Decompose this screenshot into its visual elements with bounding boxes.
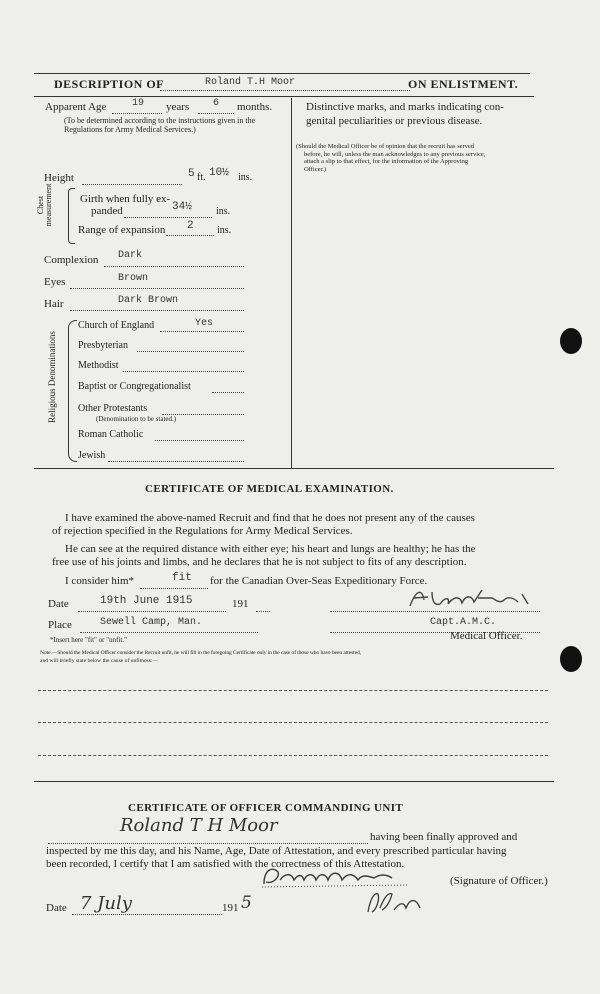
height-dotted-line bbox=[82, 184, 182, 185]
punch-hole bbox=[560, 328, 582, 354]
commanding-date-line bbox=[72, 914, 222, 915]
age-months-value: 6 bbox=[213, 98, 220, 109]
commanding-year-value: 5 bbox=[241, 893, 252, 913]
header-prefix: DESCRIPTION OF bbox=[54, 77, 165, 91]
commanding-officer-signature bbox=[258, 862, 418, 890]
header-top-rule bbox=[34, 73, 530, 74]
consider-suffix: for the Canadian Over-Seas Expeditionary Force. bbox=[210, 575, 428, 587]
ft-label: ft. bbox=[197, 172, 206, 183]
medical-officer-label: Medical Officer. bbox=[450, 630, 523, 642]
religion-dotted-line bbox=[123, 371, 244, 372]
marks-note-line4: Officer.) bbox=[304, 165, 327, 173]
commanding-initials bbox=[360, 888, 450, 916]
eyes-value: Brown bbox=[118, 273, 149, 284]
medical-para2-line1: He can see at the required distance with either eye; his heart and lungs are healthy; he has the bbox=[65, 543, 476, 555]
marks-note-line1: (Should the Medical Officer be of opinion that the recruit has served bbox=[296, 143, 475, 150]
section-rule bbox=[34, 781, 554, 782]
religion-dotted-line bbox=[212, 392, 244, 393]
age-label: Apparent Age bbox=[45, 101, 107, 113]
religion-other-protestants: Other Protestants bbox=[78, 403, 148, 414]
column-divider bbox=[291, 98, 292, 468]
medical-year-prefix: 191 bbox=[232, 598, 249, 610]
range-dotted-line bbox=[166, 235, 214, 236]
commanding-name-line bbox=[48, 843, 368, 844]
consider-value: fit bbox=[172, 572, 192, 584]
years-label: years bbox=[166, 101, 190, 113]
marks-note-line3: attach a slip to that effect, for the information of the Approving bbox=[304, 158, 469, 165]
age-years-line bbox=[112, 113, 162, 114]
months-label: months. bbox=[237, 101, 273, 113]
header-suffix: ON ENLISTMENT. bbox=[408, 77, 519, 91]
complexion-value: Dark bbox=[118, 250, 143, 261]
height-inches-value: 10½ bbox=[209, 167, 229, 179]
girth-value: 34½ bbox=[172, 201, 192, 213]
denomination-note: (Denomination to be stated.) bbox=[96, 415, 177, 423]
medical-para2-line2: free use of his joints and limbs, and he declares that he is not subject to fits of any description. bbox=[52, 556, 467, 568]
medical-date-label: Date bbox=[48, 598, 69, 610]
section-rule bbox=[34, 468, 554, 469]
footnote-note-line1: Note.—Should the Medical Officer consider the Recruit unfit, he will fill in the foregoing Certificate only in the case of those who have been attested, bbox=[40, 650, 361, 656]
complexion-dotted-line bbox=[104, 266, 244, 267]
footnote-fit-unfit: *Insert here "fit" or "unfit." bbox=[50, 636, 127, 644]
marks-label-line2: genital peculiarities or previous disease. bbox=[306, 115, 483, 127]
religion-dotted-line bbox=[108, 461, 244, 462]
medical-year-line bbox=[256, 611, 270, 612]
religion-presbyterian: Presbyterian bbox=[78, 340, 128, 351]
medical-date-value: 19th June 1915 bbox=[100, 595, 193, 607]
commanding-date-label: Date bbox=[46, 902, 67, 914]
ins-label: ins. bbox=[238, 172, 253, 183]
religion-jewish: Jewish bbox=[78, 450, 106, 461]
unfitness-line bbox=[38, 690, 548, 691]
eyes-dotted-line bbox=[70, 288, 244, 289]
medical-para1-line1: I have examined the above-named Recruit and find that he does not present any of the causes bbox=[65, 512, 475, 524]
religions-brace bbox=[68, 320, 77, 462]
girth-label-line2: panded bbox=[91, 205, 123, 217]
medical-title: CERTIFICATE OF MEDICAL EXAMINATION. bbox=[145, 483, 394, 495]
marks-note-line2: before, he will, unless the man acknowledges to any previous service, bbox=[304, 150, 486, 158]
medical-date-line bbox=[78, 611, 226, 612]
hair-dotted-line bbox=[70, 310, 244, 311]
religion-dotted-line bbox=[155, 440, 244, 441]
age-note: (To be determined according to the instructions given in the Regulations for Army Medical Services.) bbox=[64, 116, 256, 134]
complexion-label: Complexion bbox=[44, 254, 99, 266]
religion-baptist: Baptist or Congregationalist bbox=[78, 381, 191, 392]
religion-church-of-england: Church of England bbox=[78, 320, 155, 331]
range-value: 2 bbox=[187, 220, 194, 232]
eyes-label: Eyes bbox=[44, 276, 66, 288]
commanding-name-value: Roland T H Moor bbox=[120, 815, 278, 836]
medical-place-value: Sewell Camp, Man. bbox=[100, 617, 203, 628]
commanding-date-value: 7 July bbox=[80, 893, 132, 914]
name-dotted-line bbox=[160, 90, 410, 91]
religion-dotted-line bbox=[160, 331, 244, 332]
marks-label-line1: Distinctive marks, and marks indicating con- bbox=[306, 101, 504, 113]
girth-label-line1: Girth when fully ex- bbox=[80, 193, 171, 205]
hair-value: Dark Brown bbox=[118, 295, 179, 306]
medical-place-line bbox=[80, 632, 258, 633]
unfitness-line bbox=[38, 755, 548, 756]
commanding-line2: inspected by me this day, and his Name, Age, Date of Attestation, and every prescribed particular having bbox=[46, 845, 507, 857]
range-label: Range of expansion bbox=[78, 224, 166, 236]
medical-place-label: Place bbox=[48, 619, 72, 631]
age-years-value: 19 bbox=[132, 98, 145, 109]
commanding-title: CERTIFICATE OF OFFICER COMMANDING UNIT bbox=[128, 802, 404, 814]
medical-para1-line2: of rejection specified in the Regulations for Army Medical Services. bbox=[52, 525, 353, 537]
religion-dotted-line bbox=[137, 351, 244, 352]
punch-hole bbox=[560, 646, 582, 672]
footnote-note-line2: and will briefly state below the cause of unfitness:— bbox=[40, 658, 159, 664]
commanding-line3: been recorded, I certify that I am satisfied with the correctness of this Attestation. bbox=[46, 858, 405, 870]
commanding-line1-suffix: having been finally approved and bbox=[370, 831, 518, 843]
header-bottom-rule bbox=[34, 96, 534, 97]
marks-note bbox=[296, 143, 485, 173]
girth-dotted-line bbox=[124, 217, 212, 218]
consider-dotted-line bbox=[140, 588, 208, 589]
religions-label: Religious Denominations bbox=[47, 331, 57, 423]
medical-rank-value: Capt.A.M.C. bbox=[430, 617, 497, 628]
age-months-line bbox=[198, 113, 234, 114]
height-label: Height bbox=[44, 172, 74, 184]
recruit-name: Roland T.H Moor bbox=[205, 77, 296, 88]
range-unit: ins. bbox=[217, 225, 232, 236]
commanding-signature-label: (Signature of Officer.) bbox=[450, 875, 548, 887]
chest-label: Chest measurement bbox=[36, 183, 53, 227]
unfitness-line bbox=[38, 722, 548, 723]
commanding-year-prefix: 191 bbox=[222, 902, 239, 914]
girth-unit: ins. bbox=[216, 206, 231, 217]
religion-roman-catholic: Roman Catholic bbox=[78, 429, 144, 440]
consider-prefix: I consider him* bbox=[65, 575, 135, 587]
religion-church-of-england-value: Yes bbox=[195, 318, 214, 329]
chest-brace bbox=[68, 188, 75, 244]
hair-label: Hair bbox=[44, 298, 64, 310]
height-feet-value: 5 bbox=[188, 168, 195, 180]
medical-officer-signature bbox=[406, 586, 536, 612]
religion-methodist: Methodist bbox=[78, 360, 119, 371]
